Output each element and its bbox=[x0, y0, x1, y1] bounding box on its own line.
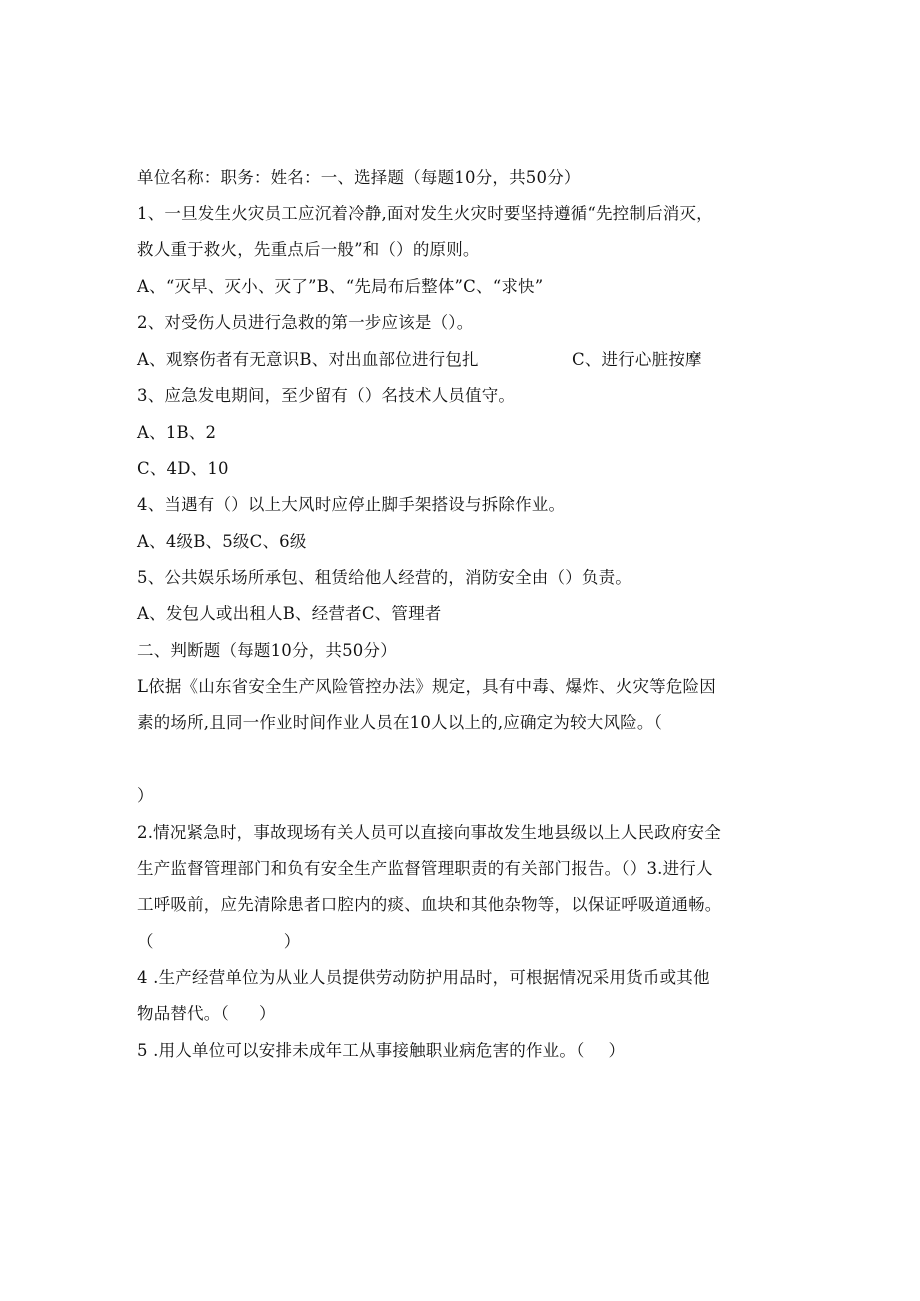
j5-paren-close: ） bbox=[608, 1041, 626, 1060]
paren-open: （ bbox=[137, 932, 154, 951]
j4-line1: 4 .生产经营单位为从业人员提供劳动防护用品时，可根据情况采用货币或其他 bbox=[137, 968, 710, 987]
q5-stem: 5、公共娱乐场所承包、租赁给他人经营的，消防安全由（）负责。 bbox=[137, 568, 632, 587]
j2-line2: 生产监督管理部门和负有安全生产监督管理职责的有关部门报告。（）3.进行人 bbox=[137, 859, 713, 878]
paren-close: ） bbox=[283, 932, 301, 951]
q2-stem: 2、对受伤人员进行急救的第一步应该是（）。 bbox=[137, 313, 474, 332]
q4-stem: 4、当遇有（）以上大风时应停止脚手架搭设与拆除作业。 bbox=[137, 495, 566, 514]
j1-line2: 素的场所,且同一作业时间作业人员在10人以上的,应确定为较大风险。（ bbox=[137, 713, 663, 732]
q4-options: A、4级B、5级C、6级 bbox=[137, 532, 307, 551]
j5-line bbox=[137, 1040, 625, 1062]
section2-title: 二、判断题（每题10分，共50分） bbox=[137, 641, 397, 660]
q3-options-cd: C、4D、10 bbox=[137, 459, 229, 478]
header-line: 单位名称：职务：姓名：一、选择题（每题10分，共50分） bbox=[137, 168, 581, 187]
j3-answer-blank bbox=[137, 931, 300, 953]
q1-options: A、“灭早、灭小、灭了”B、“先局布后整体”C、“求快” bbox=[137, 277, 544, 296]
j5-text: 5 .用人单位可以安排未成年工从事接触职业病危害的作业。（ bbox=[137, 1041, 585, 1060]
q5-options: A、发包人或出租人B、经营者C、管理者 bbox=[137, 604, 442, 623]
j2-line1: 2.情况紧急时，事故现场有关人员可以直接向事故发生地县级以上人民政府安全 bbox=[137, 823, 721, 842]
j2-line3: 工呼吸前，应先清除患者口腔内的痰、血块和其他杂物等，以保证呼吸道通畅。 bbox=[137, 895, 722, 914]
q2-option-c: C、进行心脏按摩 bbox=[572, 350, 702, 369]
j4-line2 bbox=[137, 1003, 276, 1025]
j1-line3: ） bbox=[137, 786, 154, 805]
j1-line1: L依据《山东省安全生产风险管控办法》规定，具有中毒、爆炸、火灾等危险因 bbox=[137, 677, 716, 696]
j4-paren-close: ） bbox=[258, 1004, 276, 1023]
q3-options-ab: A、1B、2 bbox=[137, 423, 217, 442]
q3-stem: 3、应急发电期间，至少留有（）名技术人员值守。 bbox=[137, 386, 516, 405]
q1-line1: 1、一旦发生火灾员工应沉着冷静,面对发生火灾时要坚持遵循“先控制后消灭， bbox=[137, 204, 713, 223]
q2-options-ab: A、观察伤者有无意识B、对出血部位进行包扎 bbox=[137, 350, 479, 369]
q1-line2: 救人重于救火，先重点后一般”和（）的原则。 bbox=[137, 240, 480, 259]
j4-line2-text: 物品替代。（ bbox=[137, 1004, 229, 1023]
